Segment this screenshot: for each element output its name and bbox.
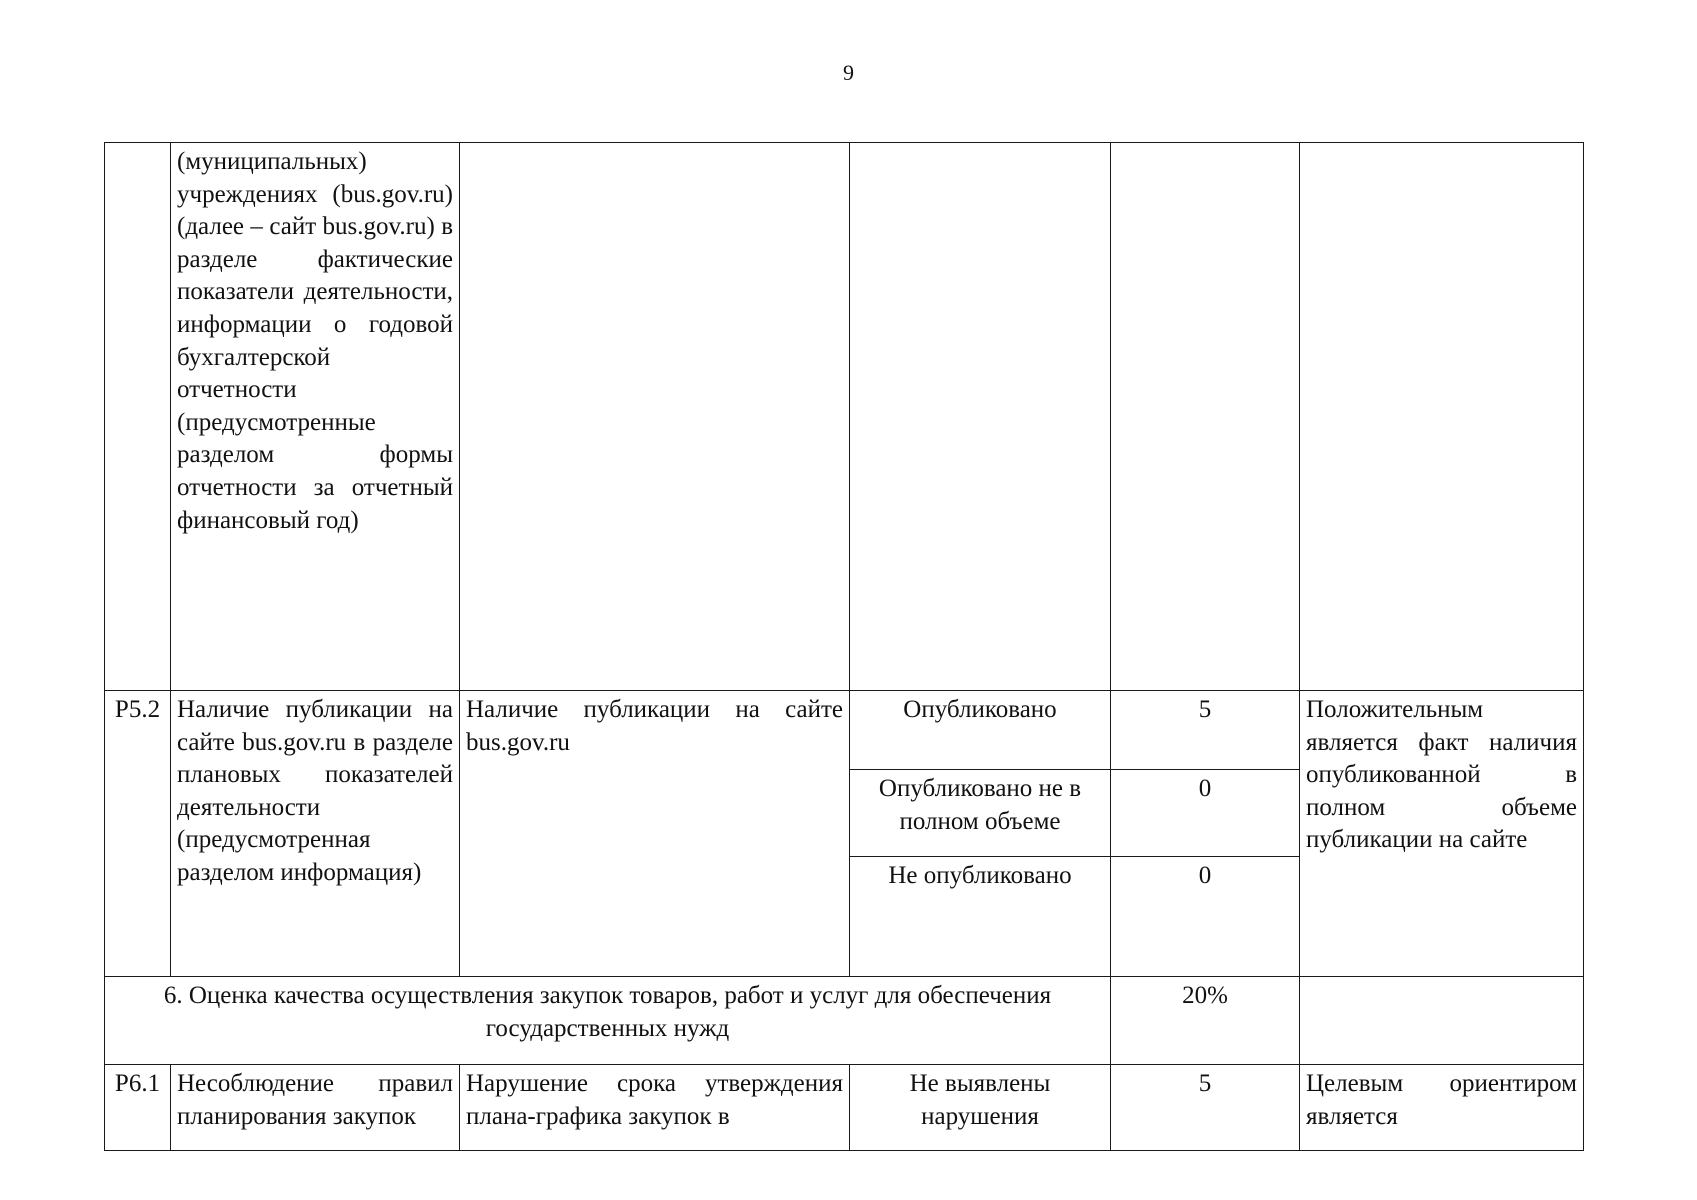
code-cell-empty bbox=[105, 143, 171, 691]
note-cell-empty bbox=[1300, 143, 1584, 691]
code-cell: Р5.2 bbox=[105, 691, 171, 977]
option-cell: Опубликовано не в полном объеме bbox=[850, 770, 1111, 857]
criterion-cell: Несоблюдение правил планирования закупок bbox=[171, 1065, 460, 1151]
table-row-continuation bbox=[105, 143, 1584, 691]
score-cell: 5 bbox=[1111, 691, 1300, 770]
code-cell: Р6.1 bbox=[105, 1065, 171, 1151]
criteria-table bbox=[104, 142, 1584, 1151]
criterion-cell: Наличие публикации на сайте bus.gov.ru в разделе плановых показателей деятельности (предусмотренная разделом информация) bbox=[171, 691, 460, 977]
page-number: 9 bbox=[843, 60, 854, 85]
note-cell-empty bbox=[1300, 977, 1584, 1065]
option-cell: Опубликовано bbox=[850, 691, 1111, 770]
score-cell: 0 bbox=[1111, 857, 1300, 977]
section-weight: 20% bbox=[1111, 977, 1300, 1065]
section-header-row bbox=[105, 977, 1584, 1065]
option-cell: Не опубликовано bbox=[850, 857, 1111, 977]
option-cell: Не выявлены нарушения bbox=[850, 1065, 1111, 1151]
table-row-p61 bbox=[105, 1065, 1584, 1151]
indicator-cell: Наличие публикации на сайте bus.gov.ru bbox=[460, 691, 850, 977]
score-cell: 5 bbox=[1111, 1065, 1300, 1151]
note-cell: Положительным является факт наличия опубликованной в полном объеме публикации на сайте bbox=[1300, 691, 1584, 977]
criterion-cell: (муниципальных) учреждениях (bus.gov.ru) (далее – сайт bus.gov.ru) в разделе фактические показатели деятельности, информации о годовой бухгалтерской отчетности (предусмотренные разделом формы отчетности за отчетный финансовый год) bbox=[171, 143, 460, 691]
option-cell-empty bbox=[850, 143, 1111, 691]
table-row-p52 bbox=[105, 691, 1584, 770]
score-cell-empty bbox=[1111, 143, 1300, 691]
indicator-cell: Нарушение срока утверждения плана-графика закупок в bbox=[460, 1065, 850, 1151]
section-title: 6. Оценка качества осуществления закупок товаров, работ и услуг для обеспечения государственных нужд bbox=[105, 977, 1111, 1065]
indicator-cell-empty bbox=[460, 143, 850, 691]
note-cell: Целевым ориентиром является bbox=[1300, 1065, 1584, 1151]
score-cell: 0 bbox=[1111, 770, 1300, 857]
